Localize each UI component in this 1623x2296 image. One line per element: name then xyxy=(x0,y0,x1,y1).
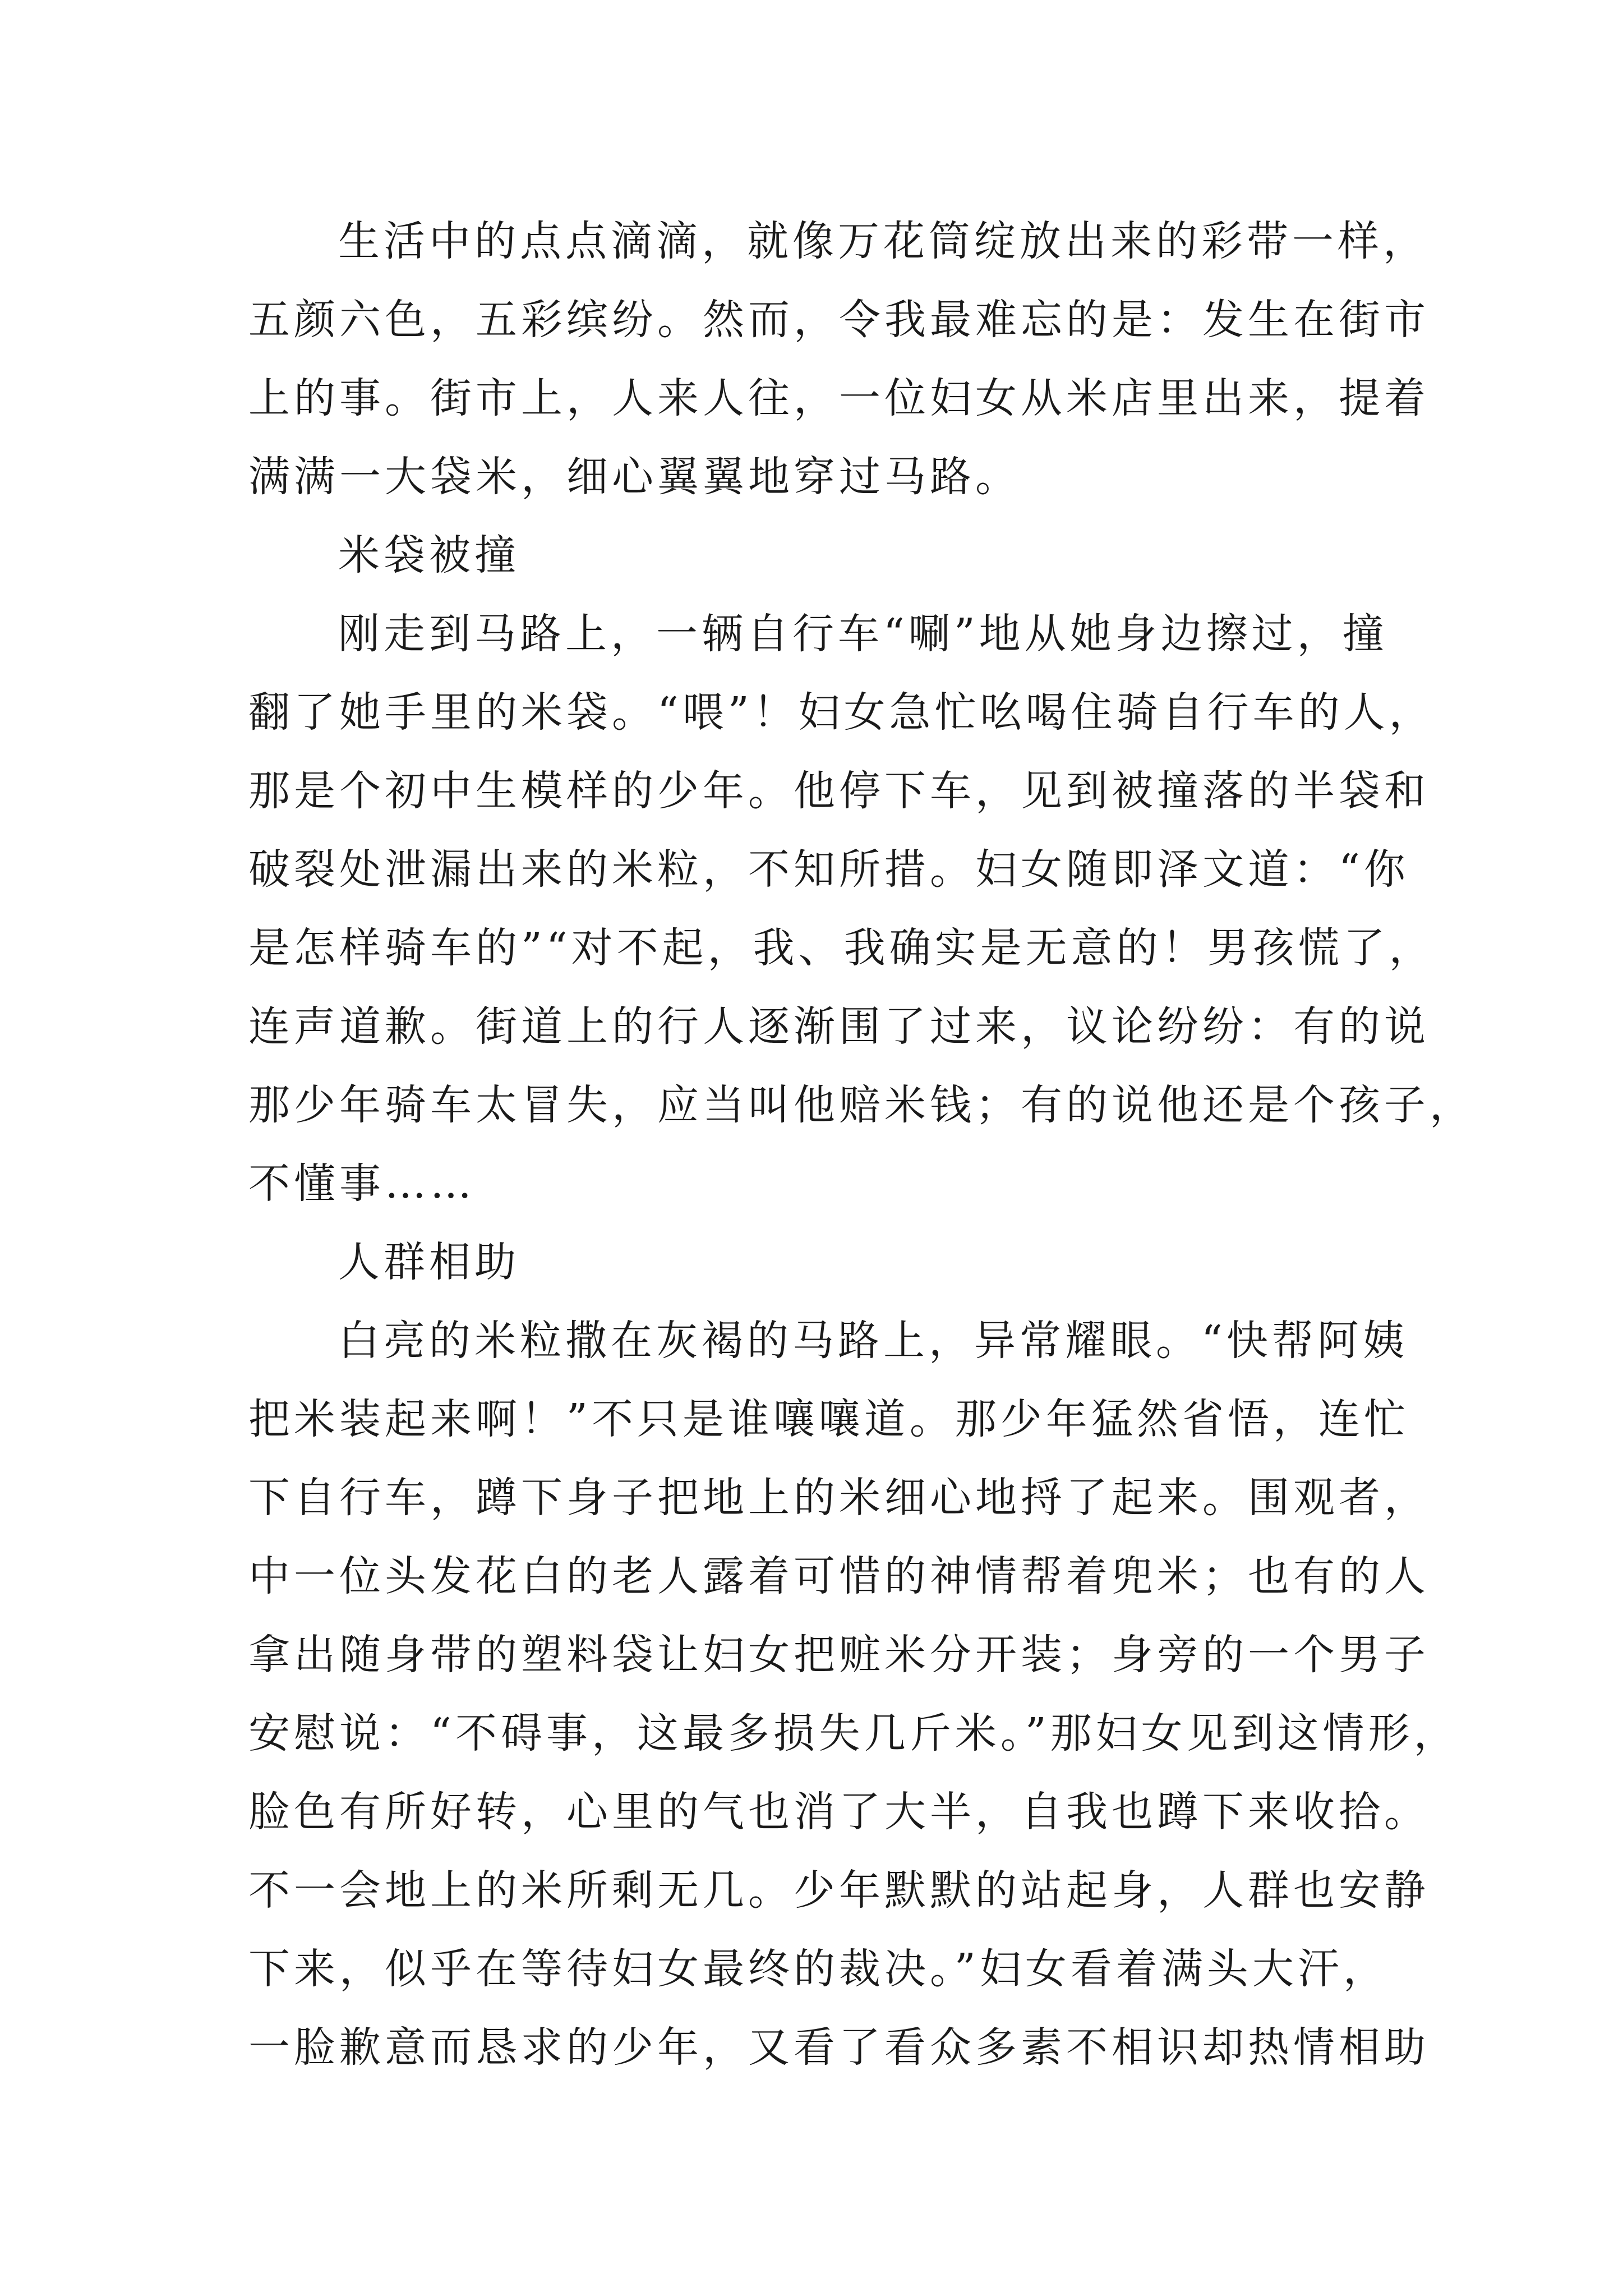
paragraph-line: 不懂事…… xyxy=(248,1159,476,1208)
section-heading: 米袋被撞 xyxy=(338,531,520,579)
paragraph-line: 一脸歉意而恳求的少年，又看了看众多素不相识却热情相助 xyxy=(248,2023,1430,2072)
document-body xyxy=(248,202,1475,2087)
paragraph-line: 上的事。街市上，人来人往，一位妇女从米店里出来，提着 xyxy=(248,374,1430,422)
paragraph-line: 拿出随身带的塑料袋让妇女把赃米分开装；身旁的一个男子 xyxy=(248,1631,1430,1679)
paragraph-line: 那少年骑车太冒失，应当叫他赔米钱；有的说他还是个孩子， xyxy=(248,1081,1475,1129)
paragraph-line: 满满一大袋米，细心翼翼地穿过马路。 xyxy=(248,453,1021,501)
paragraph-line: 下来，似乎在等待妇女最终的裁决。”妇女看着满头大汗， xyxy=(248,1945,1389,1993)
paragraph-line: 是怎样骑车的”“对不起，我、我确实是无意的！男孩慌了， xyxy=(248,924,1435,972)
section-heading: 人群相助 xyxy=(338,1238,520,1286)
paragraph-line: 翻了她手里的米袋。“喂”！妇女急忙吆喝住骑自行车的人， xyxy=(248,688,1435,737)
paragraph-line: 把米装起来啊！”不只是谁嚷嚷道。那少年猛然省悟，连忙 xyxy=(248,1395,1409,1443)
paragraph-line: 下自行车，蹲下身子把地上的米细心地捋了起来。围观者， xyxy=(248,1474,1430,1522)
paragraph-line: 安慰说：“不碍事，这最多损失几斤米。”那妇女见到这情形， xyxy=(248,1709,1459,1757)
paragraph-line: 生活中的点点滴滴，就像万花筒绽放出来的彩带一样， xyxy=(338,217,1428,265)
paragraph-line: 不一会地上的米所剩无几。少年默默的站起身，人群也安静 xyxy=(248,1866,1430,1915)
paragraph-line: 那是个初中生模样的少年。他停下车，见到被撞落的半袋和 xyxy=(248,767,1430,815)
paragraph-line: 连声道歉。街道上的行人逐渐围了过来，议论纷纷：有的说 xyxy=(248,1002,1430,1051)
paragraph-line: 白亮的米粒撒在灰褐的马路上，异常耀眼。“快帮阿姨 xyxy=(338,1317,1408,1365)
paragraph-line: 中一位头发花白的老人露着可惜的神情帮着兜米；也有的人 xyxy=(248,1552,1430,1600)
paragraph-line: 脸色有所好转，心里的气也消了大半，自我也蹲下来收拾。 xyxy=(248,1788,1430,1836)
paragraph-line: 五颜六色，五彩缤纷。然而，令我最难忘的是：发生在街市 xyxy=(248,296,1430,344)
paragraph-line: 破裂处泄漏出来的米粒，不知所措。妇女随即泽文道：“你 xyxy=(248,845,1409,894)
paragraph-line: 刚走到马路上，一辆自行车“唰”地从她身边擦过，撞 xyxy=(338,610,1388,658)
